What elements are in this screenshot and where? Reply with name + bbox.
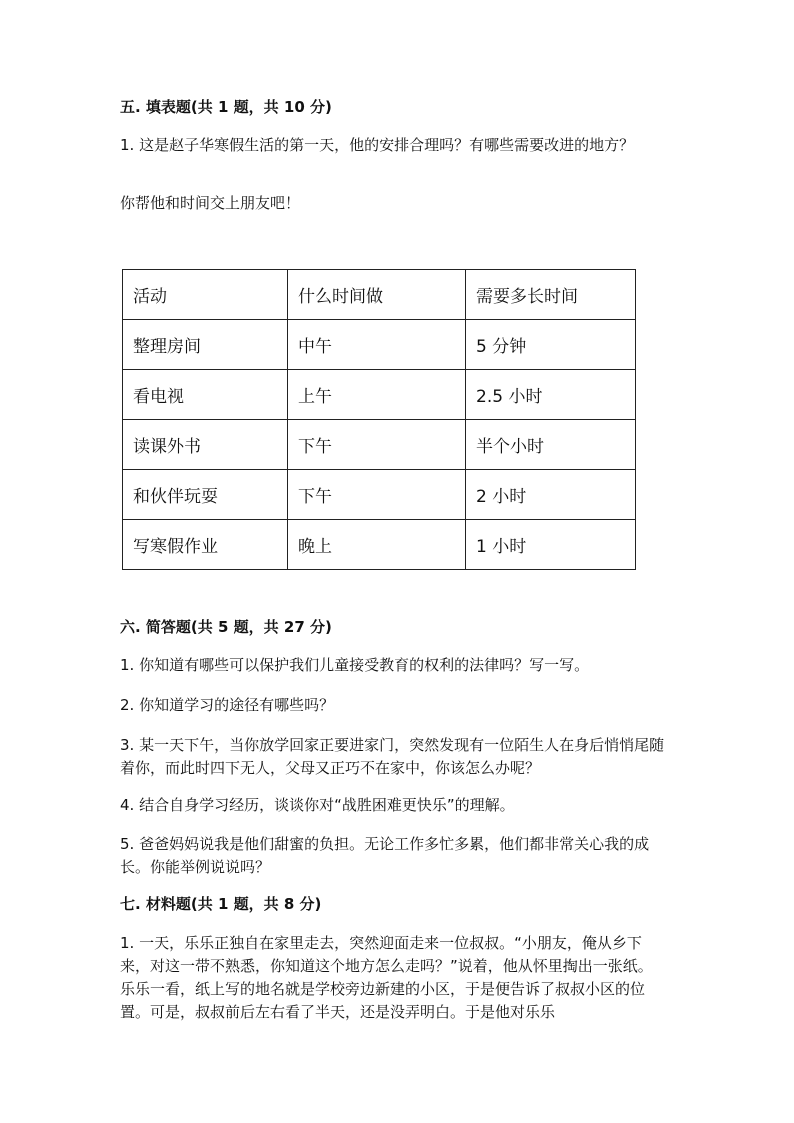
table-cell: 下午 (288, 420, 466, 470)
table-header-row (123, 270, 636, 320)
table-cell: 2 小时 (466, 470, 636, 520)
section-6-question-4: 4. 结合自身学习经历，谈谈你对“战胜困难更快乐”的理解。 (120, 796, 515, 814)
table-cell: 1 小时 (466, 520, 636, 570)
section-6-heading: 六. 简答题(共 5 题，共 27 分) (120, 618, 332, 636)
table-header-cell: 活动 (123, 270, 288, 320)
section-7-heading: 七. 材料题(共 1 题，共 8 分) (120, 895, 322, 913)
table-cell: 写寒假作业 (123, 520, 288, 570)
table-cell: 上午 (288, 370, 466, 420)
table-row (123, 420, 636, 470)
table-cell: 看电视 (123, 370, 288, 420)
section-7-question-1: 1. 一天，乐乐正独自在家里走去，突然迎面走来一位叔叔。“小朋友，俺从乡下来，对这一带不熟悉，你知道这个地方怎么走吗？”说着，他从怀里掏出一张纸。乐乐一看，纸上写的地名就是学校旁边新建的小区，于是便告诉了叔叔小区的位置。可是，叔叔前后左右看了半天，还是没弄明白。于是他对乐乐 (120, 934, 653, 1021)
table-row (123, 520, 636, 570)
section-6-question-3: 3. 某一天下午，当你放学回家正要进家门，突然发现有一位陌生人在身后悄悄尾随着你，而此时四下无人，父母又正巧不在家中，你该怎么办呢？ (120, 736, 665, 777)
table-header-cell: 需要多长时间 (466, 270, 636, 320)
table-cell: 和伙伴玩耍 (123, 470, 288, 520)
table-cell: 中午 (288, 320, 466, 370)
table-cell: 整理房间 (123, 320, 288, 370)
schedule-table (122, 269, 636, 570)
table-cell: 晚上 (288, 520, 466, 570)
table-row (123, 320, 636, 370)
table-cell: 2.5 小时 (466, 370, 636, 420)
table-cell: 下午 (288, 470, 466, 520)
section-5-question-1: 1. 这是赵子华寒假生活的第一天，他的安排合理吗？有哪些需要改进的地方？ (120, 136, 635, 154)
table-cell: 半个小时 (466, 420, 636, 470)
section-5-heading: 五. 填表题(共 1 题，共 10 分) (120, 98, 332, 116)
table-row (123, 470, 636, 520)
section-6-question-1: 1. 你知道有哪些可以保护我们儿童接受教育的权利的法律吗？写一写。 (120, 656, 590, 674)
table-cell: 5 分钟 (466, 320, 636, 370)
table-header-cell: 什么时间做 (288, 270, 466, 320)
table-cell: 读课外书 (123, 420, 288, 470)
section-6-question-5: 5. 爸爸妈妈说我是他们甜蜜的负担。无论工作多忙多累，他们都非常关心我的成长。你能举例说说吗？ (120, 835, 650, 876)
table-row (123, 370, 636, 420)
section-6-question-2: 2. 你知道学习的途径有哪些吗？ (120, 696, 335, 714)
section-5-question-1-line-2: 你帮他和时间交上朋友吧！ (120, 194, 301, 212)
